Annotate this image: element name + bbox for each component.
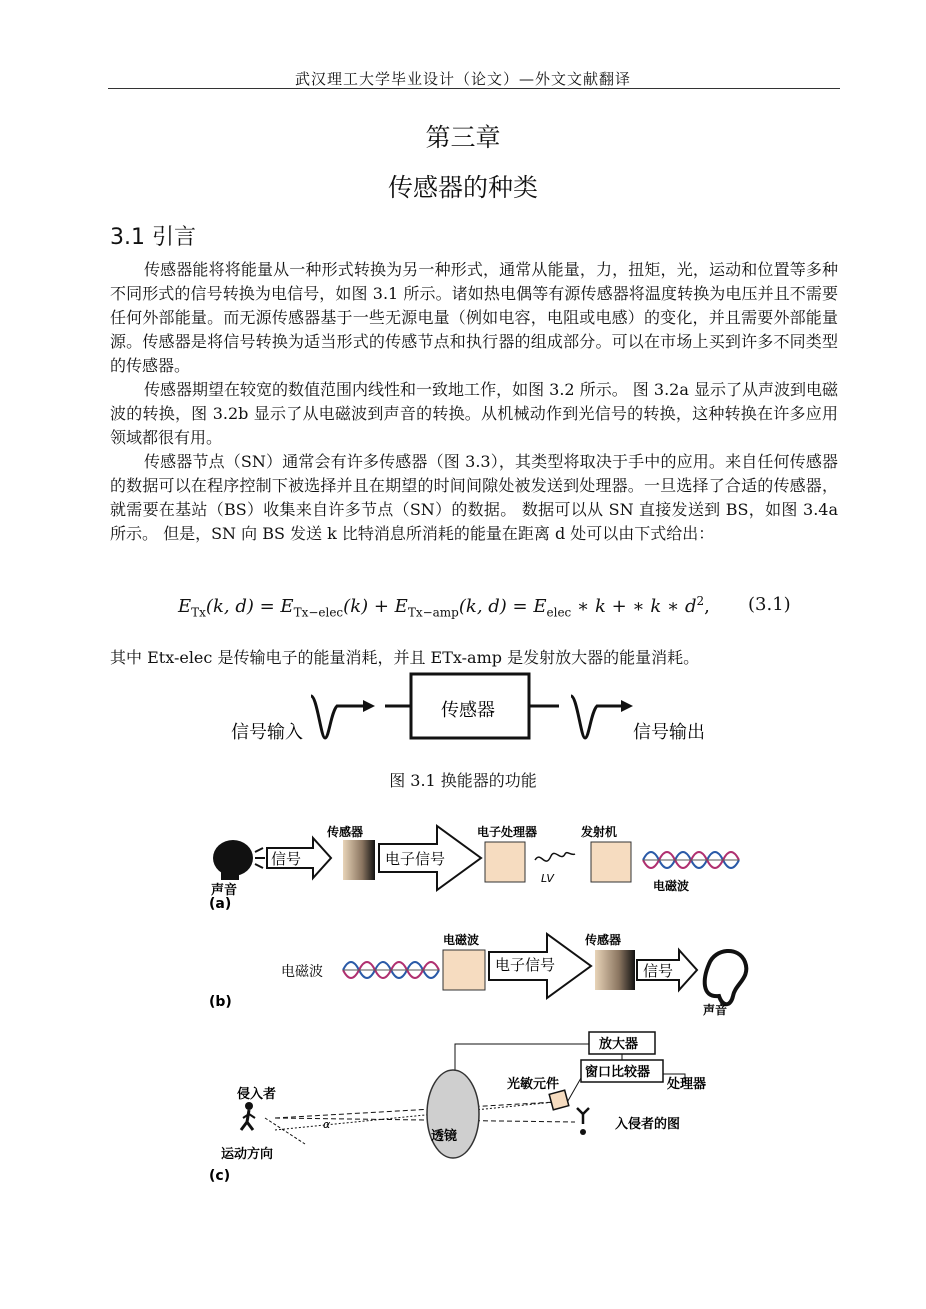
figure-3-2b [205, 928, 765, 1020]
sound-label-b: 声音 [703, 1003, 728, 1017]
ear-icon [705, 951, 747, 1004]
figure-3-1 [225, 668, 725, 748]
em-wave-icon-b [343, 962, 439, 978]
chapter-number: 第三章 [425, 123, 501, 152]
svg-text:LV: LV [541, 872, 554, 885]
motion-direction-arrow [265, 1118, 305, 1144]
elec-signal-label-a: 电子信号 [385, 850, 446, 868]
equation-number: (3.1) [748, 594, 791, 615]
figure-3-1-caption: 图 3.1 换能器的功能 [389, 771, 537, 790]
wave-label-a: 电磁波 [653, 879, 690, 893]
svg-text:α: α [323, 1118, 331, 1131]
sensor-block-a [343, 840, 375, 880]
chapter-title: 传感器的种类 [387, 173, 538, 202]
sensor-label-a: 传感器 [327, 825, 364, 839]
sensor-box-label: 传感器 [441, 700, 495, 721]
signal-label-a: 信号 [271, 850, 302, 868]
wave-box-label-b: 电磁波 [443, 933, 480, 947]
wave-label-b: 电磁波 [281, 964, 323, 980]
photo-element-icon [549, 1090, 569, 1110]
walking-person-icon [241, 1102, 255, 1130]
header-rule [108, 88, 840, 89]
lens-icon [427, 1070, 479, 1158]
signal-output-label: 信号输出 [633, 722, 705, 743]
intruder-label: 侵入者 [237, 1087, 277, 1102]
transmitter-box-a [591, 842, 631, 882]
figure-3-2a [205, 820, 765, 920]
amplifier-label: 放大器 [599, 1037, 639, 1052]
panel-label-c: (c) [209, 1168, 231, 1184]
processor-box-a [485, 842, 525, 882]
input-wave-arrow [311, 696, 363, 738]
panel-label-b: (b) [209, 994, 232, 1010]
intruder-image-label: 入侵者的图 [615, 1117, 681, 1132]
wave-box-b [443, 950, 485, 990]
after-equation-text: 其中 Etx-elec 是传输电子的能量消耗，并且 ETx-amp 是发射放大器的能量消耗。 [110, 648, 700, 667]
paragraph-1: 传感器能将将能量从一种形式转换为另一种形式，通常从能量，力，扭矩，光，运动和位置等多种不同形式的信号转换为电信号，如图 3.1 所示。诸如热电偶等有源传感器将温度转换为电压并且不需要任何外部能量。而无源传感器基于一些无源电量（例如电容，电阻或电感）的变化，并且需要外部能量源。传感器是将信号转换为适当形式的传感节点和执行器的组成部分。可以在市场上买到许多不同类型的传感器。 [110, 260, 838, 375]
page-header: 武汉理工大学毕业设计（论文）—外文文献翻译 [294, 70, 631, 88]
elec-signal-label-b: 电子信号 [495, 956, 556, 974]
figure-3-2c [205, 1026, 775, 1186]
sensor-block-b [595, 950, 635, 990]
motion-label: 运动方向 [221, 1147, 274, 1162]
signal-wiggle-a [535, 853, 575, 862]
sensor-label-b: 传感器 [585, 933, 622, 947]
ray-middle [275, 1118, 575, 1122]
lens-to-amplifier-line [455, 1044, 589, 1070]
equation-3-1: $E_{Tx}(k$, $d) = E_{Tx-elec}(k) + E_{Tx-amp}(k$, $d) = E_{elec}$ ∗ k + ∗ k ∗ $d^2$, [178, 594, 710, 620]
output-wave-arrow [571, 696, 621, 738]
signal-input-label: 信号输入 [231, 722, 303, 743]
output-arrowhead [621, 700, 633, 712]
speaker-head-icon [213, 840, 265, 880]
transmitter-label-a: 发射机 [581, 825, 618, 839]
comparator-label: 窗口比较器 [585, 1065, 651, 1080]
sound-label-a: 声音 [211, 883, 238, 898]
signal-label-b: 信号 [643, 962, 674, 980]
paragraph-2: 传感器期望在较宽的数值范围内线性和一致地工作，如图 3.2 所示。 图 3.2a 显示了从声波到电磁波的转换，图 3.2b 显示了从电磁波到声音的转换。从机械动作到光信号的转换，这种转换在许多应用领域都很有用。 [110, 380, 838, 447]
processor-label-a: 电子处理器 [477, 825, 538, 839]
processor-label-c: 处理器 [667, 1077, 707, 1092]
photo-element-label: 光敏元件 [507, 1077, 560, 1092]
paragraph-3: 传感器节点（SN）通常会有许多传感器（图 3.3），其类型将取决于手中的应用。来自任何传感器的数据可以在程序控制下被选择并且在期望的时间间隙处被发送到处理器。一旦选择了合适的传感器，就需要在基站（BS）收集来自许多节点（SN）的数据。 数据可以从 SN 直接发送到 BS，如图 3.4a 所示。 但是，SN 向 BS 发送 k 比特消息所消耗的能量在距离 d 处可以由下式给出： [110, 452, 838, 543]
lens-label: 透镜 [431, 1129, 458, 1144]
em-wave-icon-a [643, 852, 739, 868]
intruder-image-icon [577, 1108, 589, 1135]
input-arrowhead [363, 700, 375, 712]
panel-label-a: (a) [209, 896, 232, 912]
section-title: 3.1 引言 [110, 225, 196, 250]
